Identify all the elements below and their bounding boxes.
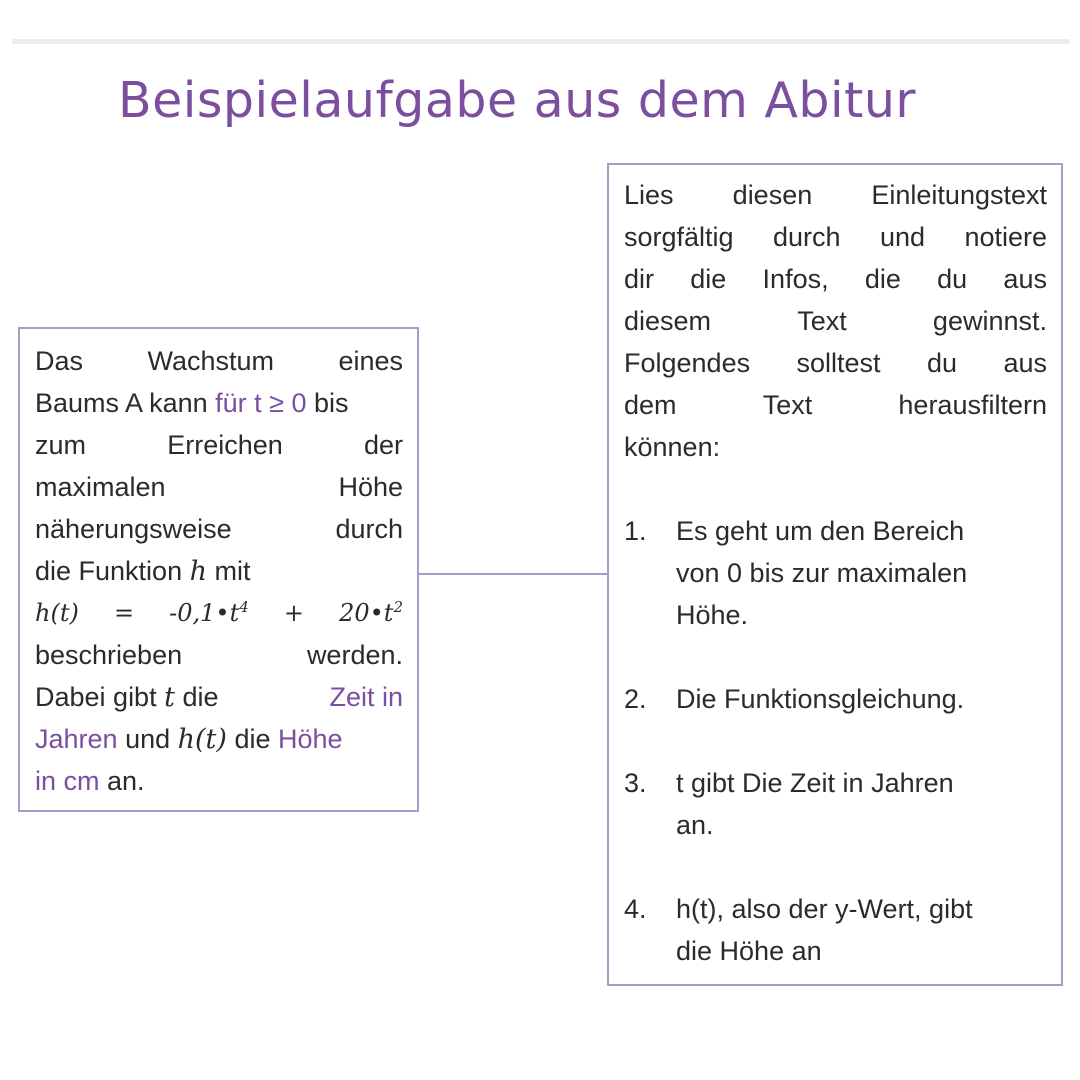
- intro-line-9: [35, 676, 403, 718]
- word: Infos,: [762, 264, 829, 294]
- intro-line-2: [35, 382, 403, 424]
- word: die: [690, 264, 727, 294]
- function-name: h: [189, 556, 207, 587]
- word: du: [926, 348, 958, 378]
- word: solltest: [796, 348, 881, 378]
- text-segment: bis: [306, 388, 349, 418]
- time-label: Zeit in: [329, 682, 403, 712]
- intro-line-8: [35, 634, 403, 676]
- text-segment: mit: [206, 556, 251, 586]
- hint-intro: [624, 174, 1047, 468]
- intro-line-11: [35, 760, 403, 802]
- word: Text: [762, 390, 813, 420]
- term-exponent: 2: [393, 598, 403, 616]
- word: Folgendes: [624, 348, 751, 378]
- word: Höhe: [338, 472, 403, 502]
- hint-line: [624, 426, 1047, 468]
- word: du: [937, 264, 968, 294]
- text-segment: Dabei gibt: [35, 682, 165, 712]
- word: Text: [797, 306, 847, 336]
- word: aus: [1003, 348, 1047, 378]
- word: zum: [35, 430, 87, 460]
- function-value: h(t): [177, 724, 227, 755]
- word: die: [864, 264, 901, 294]
- list-item: [624, 510, 1047, 636]
- text-segment: Baums A kann: [35, 388, 216, 418]
- list-item-text: h(t), also der y-Wert, gibt die Höhe an: [676, 894, 973, 966]
- list-item-text: Es geht um den Bereich von 0 bis zur maximalen Höhe.: [676, 516, 968, 630]
- equation-equals: =: [113, 599, 135, 627]
- word: Erreichen: [167, 430, 283, 460]
- list-item-number: 2.: [624, 684, 647, 714]
- equation-term-2: [339, 592, 403, 634]
- domain-condition: für t ≥ 0: [215, 388, 307, 418]
- term-base: 20•t: [339, 599, 394, 627]
- intro-line-1: [35, 340, 403, 382]
- connector-line: [419, 573, 607, 575]
- word: herausfiltern: [898, 390, 1047, 420]
- list-item: [624, 888, 1047, 972]
- word: Lies: [624, 180, 674, 210]
- word: beschrieben: [35, 640, 183, 670]
- word: näherungsweise: [35, 514, 232, 544]
- word: der: [363, 430, 403, 460]
- intro-line-10: [35, 718, 403, 760]
- text-segment: und: [117, 724, 178, 754]
- height-label: Höhe: [277, 724, 343, 754]
- hint-list: [624, 510, 1047, 972]
- list-item-number: 4.: [624, 894, 647, 924]
- text-segment: die Funktion: [35, 556, 190, 586]
- function-equation: [35, 592, 403, 634]
- spacer: [624, 468, 1047, 510]
- term-base: -0,1•t: [169, 599, 240, 627]
- task-intro-box: [18, 327, 419, 812]
- word: gewinnst.: [932, 306, 1047, 336]
- variable-t: t: [164, 682, 175, 713]
- hint-line: [624, 258, 1047, 300]
- top-divider: [12, 39, 1070, 44]
- word: diesen: [732, 180, 813, 210]
- slide-title: Beispielaufgabe aus dem Abitur: [118, 72, 917, 129]
- text-segment: die: [226, 724, 278, 754]
- word: aus: [1003, 264, 1047, 294]
- word: maximalen: [35, 472, 166, 502]
- word: Das: [35, 346, 84, 376]
- list-item-text: t gibt Die Zeit in Jahren an.: [676, 768, 954, 840]
- word: diesem: [624, 306, 712, 336]
- list-item-text: Die Funktionsgleichung.: [676, 684, 965, 714]
- hint-box: [607, 163, 1063, 986]
- word: notiere: [964, 222, 1047, 252]
- word: durch: [335, 514, 403, 544]
- hint-line: [624, 300, 1047, 342]
- hint-line: [624, 174, 1047, 216]
- equation-lhs: h(t): [35, 599, 79, 627]
- word: dem: [624, 390, 677, 420]
- time-unit: Jahren: [35, 724, 118, 754]
- intro-line-4: [35, 466, 403, 508]
- term-exponent: 4: [239, 598, 249, 616]
- list-item-number: 1.: [624, 516, 647, 546]
- hint-line: [624, 384, 1047, 426]
- word: dir: [624, 264, 655, 294]
- word: können:: [624, 432, 721, 462]
- equation-plus: +: [283, 599, 304, 627]
- text-segment: die: [174, 682, 226, 712]
- hint-line: [624, 216, 1047, 258]
- word: Wachstum: [147, 346, 274, 376]
- word: werden.: [306, 640, 403, 670]
- intro-line-3: [35, 424, 403, 466]
- word: sorgfältig: [624, 222, 734, 252]
- hint-line: [624, 342, 1047, 384]
- text-segment: an.: [99, 766, 145, 796]
- word: durch: [772, 222, 841, 252]
- intro-line-6: [35, 550, 403, 592]
- list-item: [624, 762, 1047, 846]
- word: und: [879, 222, 926, 252]
- word: Einleitungstext: [871, 180, 1047, 210]
- list-item-number: 3.: [624, 768, 647, 798]
- list-item: [624, 678, 1047, 720]
- intro-line-5: [35, 508, 403, 550]
- word: eines: [338, 346, 403, 376]
- text-segment: [35, 676, 226, 719]
- height-unit: in cm: [35, 766, 100, 796]
- equation-term-1: [169, 592, 249, 634]
